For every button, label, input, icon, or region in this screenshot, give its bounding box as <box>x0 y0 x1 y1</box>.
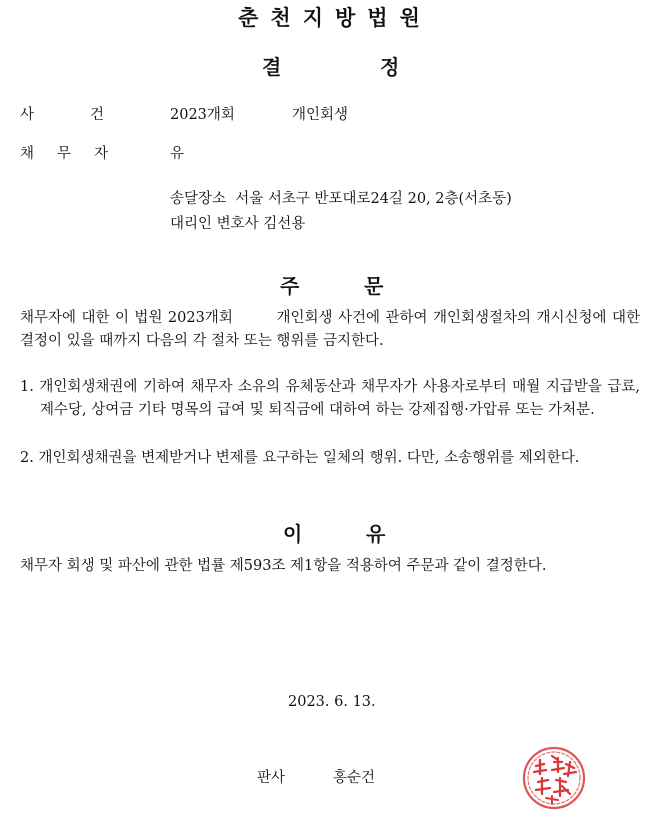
debtor-label-2: 무 <box>57 146 72 162</box>
reason-text: 채무자 회생 및 파산에 관한 법률 제593조 제1항을 적용하여 주문과 같이 결정한다. <box>20 558 547 574</box>
case-name: 개인회생 <box>292 107 349 123</box>
judge-title: 판사 <box>257 770 286 786</box>
reason-heading-left: 이 <box>283 522 303 546</box>
doc-type-left: 결 <box>262 55 282 79</box>
doc-type-right: 정 <box>380 55 400 79</box>
legal-agent: 대리인 변호사 김선용 <box>170 216 306 232</box>
judge-name: 홍순건 <box>333 770 376 786</box>
decision-date: 2023. 6. 13. <box>288 694 376 710</box>
order-heading-left: 주 <box>280 274 300 298</box>
service-address: 송달장소 서울 서초구 반포대로24길 20, 2층(서초동) <box>170 191 512 207</box>
debtor-name: 유 <box>170 146 185 162</box>
debtor-label-1: 채 <box>20 146 35 162</box>
debtor-label-3: 자 <box>94 146 109 162</box>
case-label-1: 사 <box>20 107 35 123</box>
case-number: 2023개회 <box>170 107 235 123</box>
case-label-2: 건 <box>90 107 105 123</box>
court-seal-stamp <box>518 742 590 814</box>
order-item-2: 2. 개인회생채권을 변제받거나 변제를 요구하는 일체의 행위. 다만, 소송행위를 제외한다. <box>20 450 580 466</box>
order-intro: 채무자에 대한 이 법원 2023개회 개인회생 사건에 관하여 개인회생절차의 개시신청에 대한 결정이 있을 때까지 다음의 각 절차 또는 행위를 금지한다. <box>20 310 645 349</box>
order-item-1: 1. 개인회생채권에 기하여 채무자 소유의 유체동산과 채무자가 사용자로부터 매월 지급받을 급료, 제수당, 상여금 기타 명목의 급여 및 퇴직금에 대하여 하는 강제집행·가압류 또는 가처분. <box>20 379 640 418</box>
court-name: 춘천지방법원 <box>238 6 432 30</box>
order-heading-right: 문 <box>364 274 384 298</box>
reason-heading-right: 유 <box>366 522 386 546</box>
